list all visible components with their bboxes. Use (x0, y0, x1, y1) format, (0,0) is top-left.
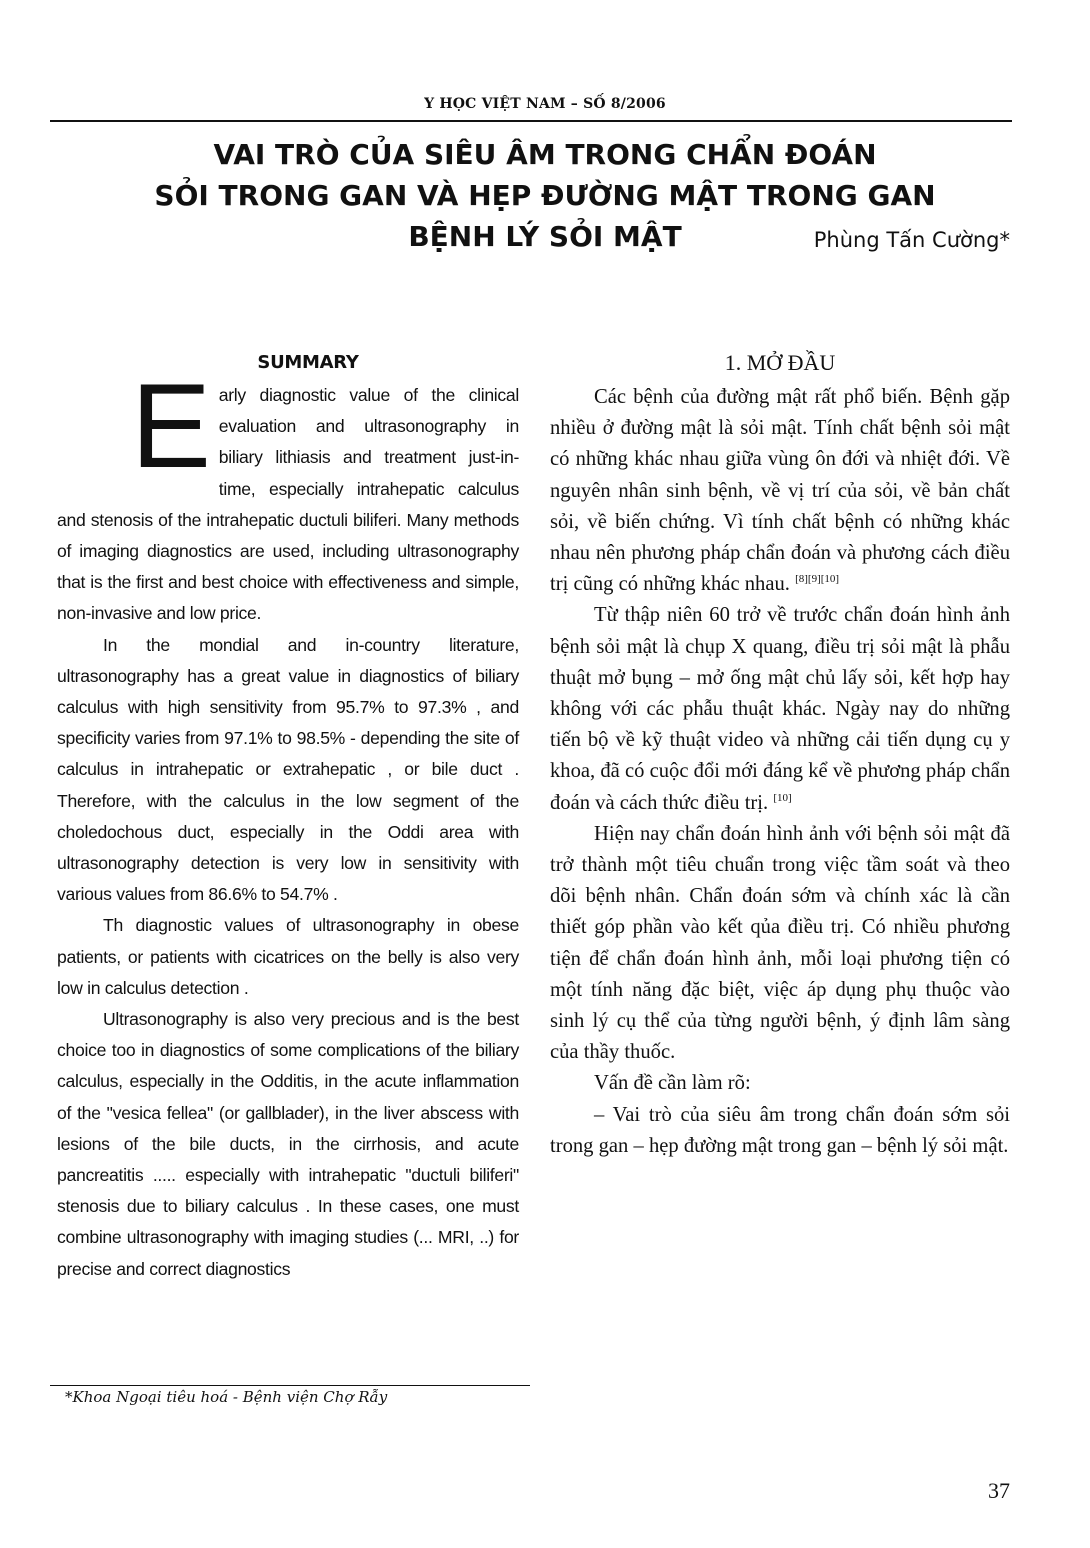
title-line-3: BỆNH LÝ SỎI MẬT (408, 220, 682, 253)
citation-ref: [8][9][10] (795, 573, 840, 586)
intro-paragraph-1 (550, 382, 1010, 600)
summary-paragraph-3: Th diagnostic values of ultrasonography in obese patients, or patients with cicatrices on the belly is also very low in calculus detection . (57, 915, 519, 998)
summary-heading: SUMMARY (257, 352, 359, 373)
summary-paragraph-4: Ultrasonography is also very precious and is the best choice too in diagnostics of some complications of the biliary calculus, especially in the Odditis, in the acute inflammation of the "vesica fellea" (or gallblader), in the liver abscess with lesions of the bile ducts, in the cirrhosis, and acute pancreatitis ..... especially with intrahepatic "ductuli biliferi" stenosis due to biliary calculus . In these cases, one must combine ultrasonography with imaging studies (... MRI, ..) for precise and correct diagnostics (57, 1009, 519, 1279)
intro-paragraph-2-text: Từ thập niên 60 trở về trước chẩn đoán hình ảnh bệnh sỏi mật là chụp X quang, điều trị sỏi mật là phẫu thuật mở bụng – mở ống mật chủ lấy sỏi, kết hợp hay không với các phẫu thuật khác. Ngày nay do những tiến bộ về kỹ thuật video và những cải tiến dụng cụ y khoa, đã có cuộc đổi mới đáng kể về phương pháp chẩn đoán và cách thức điều trị. (550, 604, 1010, 814)
footnote: *Khoa Ngoại tiêu hoá - Bệnh viện Chợ Rẫy (65, 1388, 388, 1406)
running-head: Y HỌC VIỆT NAM – SỐ 8/2006 (424, 96, 666, 112)
author: Phùng Tấn Cường* (813, 228, 1010, 252)
citation-ref: [10] (773, 791, 792, 804)
header-rule (50, 120, 1012, 122)
title-line-2: SỎI TRONG GAN VÀ HẸP ĐƯỜNG MẬT TRONG GAN (154, 179, 936, 212)
page-number: 37 (988, 1478, 1010, 1503)
summary-paragraph-1-text: arly diagnostic value of the clinical evaluation and ultrasonography in biliary lithiasis and treatment just-in-time, especially intrahepatic calculus and stenosis of the intrahepatic ductuli biliferi. Many methods of imaging diagnostics are used, including ultrasonography that is the first and best choice with effectiveness and simple, non-invasive and low price. (57, 385, 519, 624)
intro-paragraph-2 (550, 600, 1010, 818)
summary-paragraph-2: In the mondial and in-country literature, ultrasonography has a great value in diagnostics of biliary calculus with high sensitivity from 95.7% to 97.3% , and specificity varies from 97.1% to 98.5% - depending the site of calculus in intrahepatic or extrahepatic , or bile duct . Therefore, with the calculus in the low segment of the choledochous duct, especially in the Oddi area with ultrasonography detection is very low in sensitivity with various values from 86.6% to 54.7% . (57, 634, 519, 905)
intro-paragraph-4: Vấn đề cần làm rõ: (594, 1072, 751, 1095)
intro-paragraph-1-text: Các bệnh của đường mật rất phổ biến. Bệnh gặp nhiều ở đường mật là sỏi mật. Tính chất bệnh sỏi mật có những khác nhau giữa vùng ôn đới và nhiệt đới. Về nguyên nhân sinh bệnh, về vị trí của sỏi, về bản chất sỏi, về biến chứng. Vì tính chất bệnh có những khác nhau nên phương pháp chẩn đoán và phương cách điều trị cũng có những khác nhau. (550, 386, 1010, 596)
summary-column (57, 350, 519, 1285)
section-heading: 1. MỞ ĐẦU (724, 350, 836, 375)
footnote-rule (50, 1385, 530, 1386)
title-line-1: VAI TRÒ CỦA SIÊU ÂM TRONG CHẨN ĐOÁN (213, 138, 877, 171)
drop-cap: E (131, 359, 211, 493)
intro-paragraph-5: – Vai trò của siêu âm trong chẩn đoán sớm sỏi trong gan – hẹp đường mật trong gan – bệnh lý sỏi mật. (550, 1103, 1010, 1157)
intro-column (550, 350, 1010, 1162)
intro-paragraph-3: Hiện nay chẩn đoán hình ảnh với bệnh sỏi mật đã trở thành một tiêu chuẩn trong việc tầm soát và theo dõi bệnh nhân. Chẩn đoán sớm và chính xác là cần thiết góp phần vào kết qủa điều trị. Có nhiều phương tiện để chẩn đoán hình ảnh, mỗi loại phương tiện có một tính năng đặc biệt, việc áp dụng phụ thuộc vào sinh lý cụ thể của từng người bệnh, ý định lâm sàng của thầy thuốc. (550, 822, 1010, 1064)
